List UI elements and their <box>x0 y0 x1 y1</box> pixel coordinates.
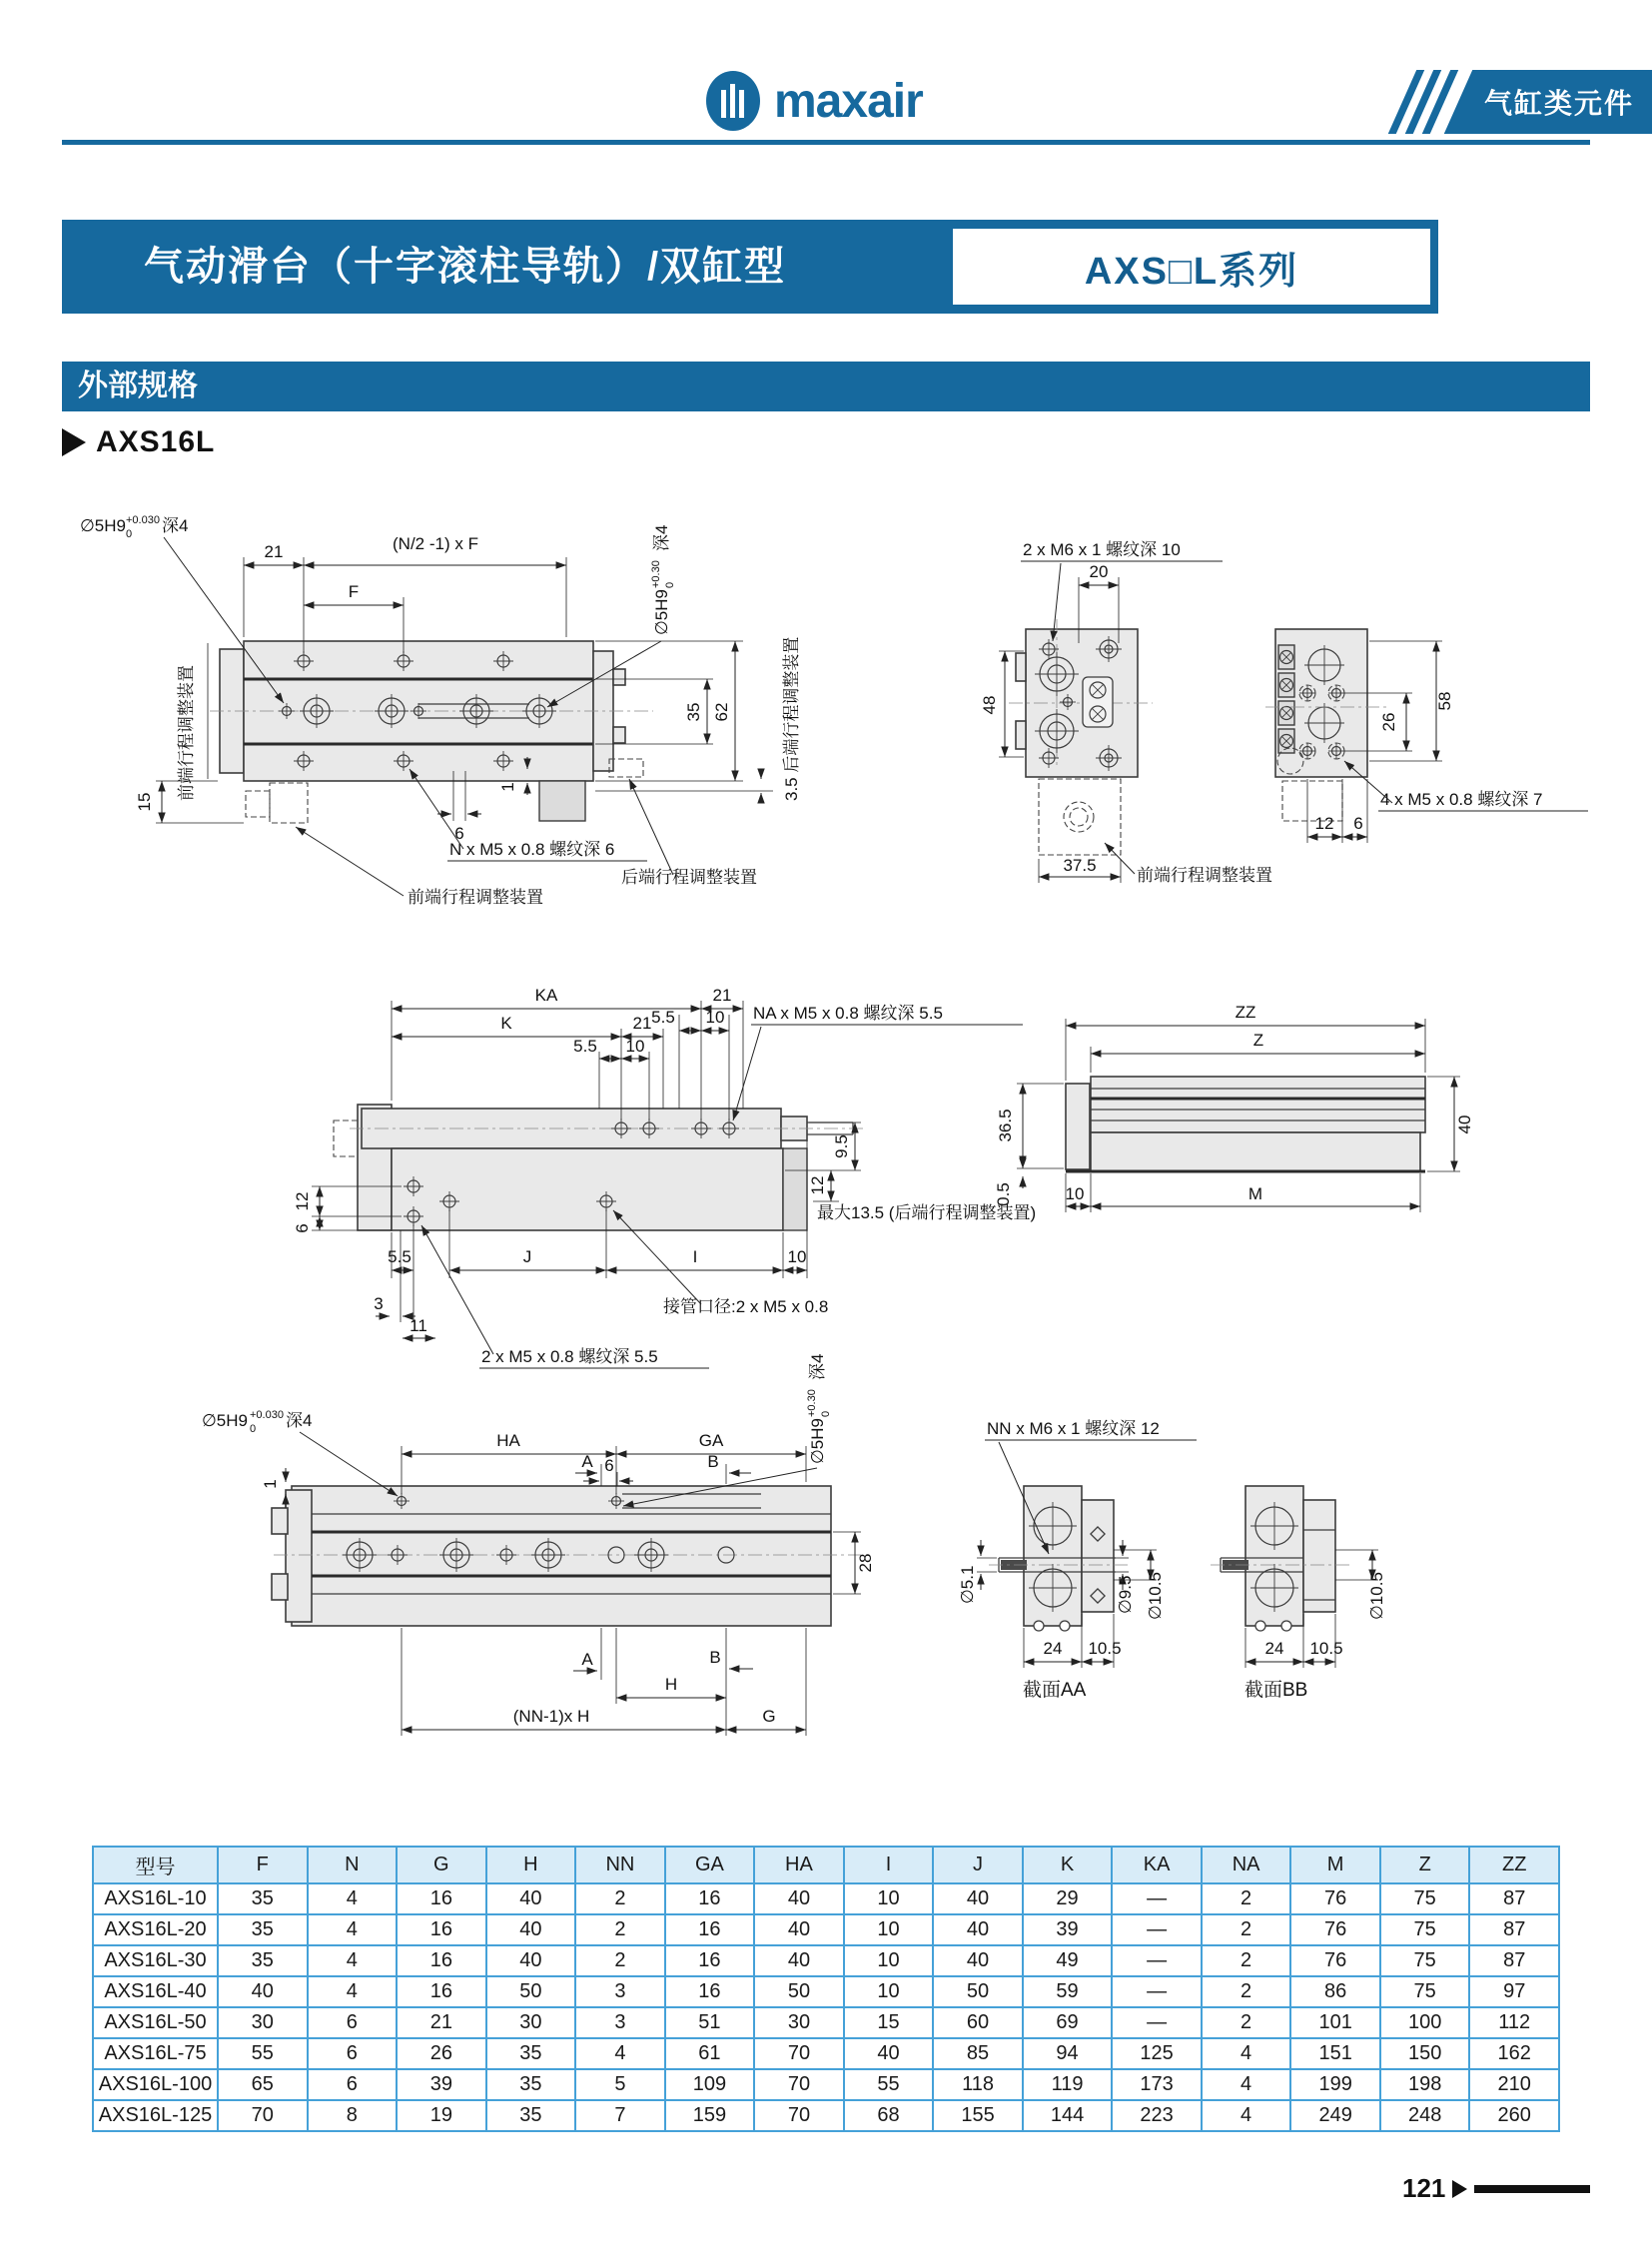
value-cell: 85 <box>933 2038 1023 2069</box>
value-cell: 40 <box>486 1945 576 1976</box>
value-cell: 5 <box>575 2069 665 2100</box>
column-header: I <box>844 1847 934 1883</box>
hole-spec-tol: 0 <box>664 581 676 588</box>
value-cell: 2 <box>1202 2007 1291 2038</box>
value-cell: 16 <box>397 1945 486 1976</box>
table-row <box>93 2038 1559 2069</box>
value-cell: 75 <box>1380 1914 1470 1945</box>
value-cell: 75 <box>1380 1883 1470 1914</box>
banner-body <box>1444 70 1652 134</box>
dim-label: J <box>522 1247 532 1266</box>
dim-label: 3 <box>374 1294 384 1313</box>
value-cell: 10 <box>844 1976 934 2007</box>
part-label: 后端行程调整装置 <box>621 868 757 887</box>
value-cell: 16 <box>397 1976 486 2007</box>
value-cell: 75 <box>1380 1945 1470 1976</box>
table-row <box>93 1914 1559 1945</box>
dim-label: 20 <box>1089 562 1109 581</box>
value-cell: 40 <box>754 1883 844 1914</box>
thread-spec: 4 x M5 x 0.8 螺纹深 7 <box>1380 790 1543 809</box>
value-cell: 2 <box>575 1883 665 1914</box>
model-cell: AXS16L-30 <box>93 1945 218 1976</box>
column-header: H <box>486 1847 576 1883</box>
value-cell: 35 <box>218 1945 308 1976</box>
model-cell: AXS16L-40 <box>93 1976 218 2007</box>
value-cell: 70 <box>754 2038 844 2069</box>
dim-label: 58 <box>1435 691 1454 711</box>
value-cell: 35 <box>218 1914 308 1945</box>
thread-spec: 2 x M5 x 0.8 螺纹深 5.5 <box>481 1347 658 1366</box>
value-cell: 4 <box>1202 2069 1291 2100</box>
table-row <box>93 1976 1559 2007</box>
dim-label: 10 <box>625 1037 645 1056</box>
dim-label: 28 <box>856 1553 875 1573</box>
value-cell: 61 <box>665 2038 755 2069</box>
value-cell: 7 <box>575 2100 665 2131</box>
dim-label: 1 <box>498 782 517 792</box>
dim-label: 36.5 <box>996 1109 1015 1142</box>
value-cell: 4 <box>1202 2100 1291 2131</box>
column-header: NA <box>1202 1847 1291 1883</box>
value-cell: 40 <box>933 1883 1023 1914</box>
value-cell: 4 <box>575 2038 665 2069</box>
value-cell: 30 <box>218 2007 308 2038</box>
model-cell: AXS16L-10 <box>93 1883 218 1914</box>
dim-label: A <box>581 1650 593 1669</box>
column-header: M <box>1290 1847 1380 1883</box>
hole-spec: ∅5H9 <box>202 1411 248 1430</box>
table-header-row <box>93 1847 1559 1883</box>
value-cell: 4 <box>308 1883 398 1914</box>
model-cell: AXS16L-125 <box>93 2100 218 2131</box>
value-cell: 40 <box>933 1945 1023 1976</box>
column-header: KA <box>1112 1847 1202 1883</box>
brand-logo <box>704 70 923 132</box>
dim-label: 48 <box>980 695 999 715</box>
hole-spec-tol: +0.30 <box>650 560 662 588</box>
thread-spec: NN x M6 x 1 螺纹深 12 <box>987 1419 1160 1438</box>
model-label: AXS16L <box>96 425 216 458</box>
value-cell: 125 <box>1112 2038 1202 2069</box>
value-cell: 6 <box>308 2038 398 2069</box>
model-cell: AXS16L-75 <box>93 2038 218 2069</box>
dim-label: HA <box>496 1431 520 1450</box>
value-cell: 4 <box>308 1976 398 2007</box>
dim-label: 62 <box>712 702 731 722</box>
thread-spec: 2 x M6 x 1 螺纹深 10 <box>1023 540 1181 559</box>
value-cell: 39 <box>1023 1914 1113 1945</box>
value-cell: 40 <box>754 1914 844 1945</box>
drawing-side-view <box>293 986 1036 1368</box>
value-cell: 40 <box>486 1914 576 1945</box>
column-header: ZZ <box>1469 1847 1559 1883</box>
value-cell: 6 <box>308 2069 398 2100</box>
value-cell: — <box>1112 1914 1202 1945</box>
value-cell: 248 <box>1380 2100 1470 2131</box>
technical-drawings <box>62 469 1590 1828</box>
hole-spec-tol: +0.030 <box>126 514 160 526</box>
value-cell: 10 <box>844 1945 934 1976</box>
thread-spec: NA x M5 x 0.8 螺纹深 5.5 <box>753 1004 943 1023</box>
value-cell: 151 <box>1290 2038 1380 2069</box>
dim-label: 6 <box>454 824 464 843</box>
value-cell: 2 <box>575 1945 665 1976</box>
section-label: 截面AA <box>1023 1680 1087 1701</box>
dim-label: 10 <box>705 1008 725 1027</box>
value-cell: 4 <box>1202 2038 1291 2069</box>
page-number: 121 <box>1402 2173 1446 2203</box>
value-cell: 16 <box>665 1945 755 1976</box>
value-cell: 4 <box>308 1945 398 1976</box>
dim-label: 40 <box>1455 1115 1474 1134</box>
dim-label: ∅5.1 <box>958 1565 977 1604</box>
value-cell: 260 <box>1469 2100 1559 2131</box>
value-cell: 68 <box>844 2100 934 2131</box>
dim-label: Z <box>1252 1031 1264 1050</box>
header-rule <box>62 140 1590 145</box>
dim-label: ZZ <box>1235 1003 1256 1022</box>
hole-spec-tol: +0.030 <box>250 1409 284 1421</box>
value-cell: 10 <box>844 1914 934 1945</box>
value-cell: 30 <box>754 2007 844 2038</box>
value-cell: 10 <box>844 1883 934 1914</box>
dim-label: GA <box>698 1431 724 1450</box>
value-cell: 2 <box>1202 1976 1291 2007</box>
column-header: K <box>1023 1847 1113 1883</box>
value-cell: 40 <box>933 1914 1023 1945</box>
dim-label: 21 <box>264 542 284 561</box>
value-cell: 15 <box>844 2007 934 2038</box>
title-bar <box>62 220 1438 314</box>
page-arrow-icon <box>1452 2180 1467 2198</box>
table-row <box>93 1883 1559 1914</box>
dim-label: I <box>692 1247 698 1266</box>
value-cell: 101 <box>1290 2007 1380 2038</box>
value-cell: 249 <box>1290 2100 1380 2131</box>
dim-label: F <box>348 582 360 601</box>
dim-label: B <box>707 1452 719 1471</box>
value-cell: 2 <box>1202 1883 1291 1914</box>
value-cell: 35 <box>218 1883 308 1914</box>
dim-label: M <box>1247 1184 1263 1203</box>
hole-spec: ∅5H9 <box>808 1418 827 1464</box>
value-cell: 50 <box>754 1976 844 2007</box>
dim-label: 10 <box>1065 1184 1085 1203</box>
dim-label: 15 <box>135 792 154 812</box>
value-cell: 119 <box>1023 2069 1113 2100</box>
value-cell: 100 <box>1380 2007 1470 2038</box>
value-cell: 109 <box>665 2069 755 2100</box>
dim-label: K <box>500 1014 512 1033</box>
value-cell: 35 <box>486 2038 576 2069</box>
value-cell: — <box>1112 1976 1202 2007</box>
dim-label: 24 <box>1264 1639 1284 1658</box>
dim-label: 37.5 <box>1063 856 1097 875</box>
value-cell: 21 <box>397 2007 486 2038</box>
port-spec: 接管口径:2 x M5 x 0.8 <box>663 1297 829 1316</box>
series-label: AXS□L系列 <box>1084 250 1299 293</box>
dim-label: 35 <box>684 702 703 722</box>
part-label: 3.5 后端行程调整装置 <box>782 636 801 801</box>
column-header: N <box>308 1847 398 1883</box>
value-cell: 75 <box>1380 1976 1470 2007</box>
value-cell: 3 <box>575 2007 665 2038</box>
value-cell: 16 <box>397 1883 486 1914</box>
column-header: HA <box>754 1847 844 1883</box>
dim-label: ∅9.5 <box>1116 1575 1135 1614</box>
value-cell: 76 <box>1290 1945 1380 1976</box>
value-cell: 2 <box>1202 1945 1291 1976</box>
value-cell: 16 <box>665 1976 755 2007</box>
dim-label: 12 <box>808 1175 827 1195</box>
footer-bar <box>1474 2185 1590 2193</box>
value-cell: 112 <box>1469 2007 1559 2038</box>
triangle-icon <box>62 428 86 456</box>
dim-label: 5.5 <box>651 1008 675 1027</box>
value-cell: 50 <box>486 1976 576 2007</box>
dim-label: 21 <box>632 1014 652 1033</box>
drawing-plan-view <box>80 514 801 907</box>
column-header: G <box>397 1847 486 1883</box>
dim-label: 1 <box>261 1479 280 1489</box>
dim-label: 6 <box>1353 814 1363 833</box>
hole-spec-tol: +0.30 <box>806 1389 818 1417</box>
dim-label: B <box>709 1648 721 1667</box>
section-heading: 外部规格 <box>62 362 1590 411</box>
value-cell: 35 <box>486 2069 576 2100</box>
model-cell: AXS16L-50 <box>93 2007 218 2038</box>
table-row <box>93 1945 1559 1976</box>
drawing-long-side-view <box>202 1354 875 1736</box>
value-cell: 210 <box>1469 2069 1559 2100</box>
table-row <box>93 2100 1559 2131</box>
value-cell: 55 <box>218 2038 308 2069</box>
thread-spec: N x M5 x 0.8 螺纹深 6 <box>449 840 615 859</box>
value-cell: 155 <box>933 2100 1023 2131</box>
value-cell: 70 <box>754 2069 844 2100</box>
value-cell: 118 <box>933 2069 1023 2100</box>
value-cell: 198 <box>1380 2069 1470 2100</box>
page-title: 气动滑台（十字滚柱导轨）/双缸型 <box>144 245 787 289</box>
value-cell: 173 <box>1112 2069 1202 2100</box>
dim-label: 21 <box>712 986 732 1005</box>
dim-label: 6 <box>293 1223 312 1233</box>
value-cell: 87 <box>1469 1883 1559 1914</box>
dim-label: A <box>581 1452 593 1471</box>
value-cell: 19 <box>397 2100 486 2131</box>
corner-banner <box>1402 70 1652 134</box>
dim-label: 10.5 <box>1309 1639 1343 1658</box>
spec-table <box>92 1846 1560 2132</box>
value-cell: 87 <box>1469 1945 1559 1976</box>
drawing-rail-profile <box>994 1003 1474 1212</box>
hole-spec: 深4 <box>808 1353 827 1380</box>
hole-spec: 深4 <box>286 1411 313 1430</box>
hole-spec-tol: 0 <box>126 528 133 540</box>
value-cell: 60 <box>933 2007 1023 2038</box>
value-cell: 29 <box>1023 1883 1113 1914</box>
value-cell: 76 <box>1290 1914 1380 1945</box>
dim-label: (N/2 -1) x F <box>393 534 478 553</box>
value-cell: 86 <box>1290 1976 1380 2007</box>
value-cell: — <box>1112 2007 1202 2038</box>
value-cell: 40 <box>218 1976 308 2007</box>
value-cell: 49 <box>1023 1945 1113 1976</box>
column-header: J <box>933 1847 1023 1883</box>
value-cell: 159 <box>665 2100 755 2131</box>
dim-label: 12 <box>1314 814 1334 833</box>
drawing-section-bb <box>1211 1486 1386 1701</box>
dim-label: 11 <box>410 1316 427 1335</box>
dim-label: 6 <box>604 1456 614 1475</box>
hole-spec: ∅5H9 <box>652 589 671 635</box>
dim-label: 0.5 <box>994 1182 1013 1206</box>
hole-spec: 深4 <box>652 524 671 551</box>
value-cell: 97 <box>1469 1976 1559 2007</box>
banner-label: 气缸类元件 <box>1484 88 1635 119</box>
value-cell: 199 <box>1290 2069 1380 2100</box>
dim-label: ∅10.5 <box>1146 1572 1165 1620</box>
dim-label: G <box>762 1707 776 1726</box>
column-header: 型号 <box>93 1847 218 1883</box>
value-cell: 87 <box>1469 1914 1559 1945</box>
hole-spec-tol: 0 <box>820 1410 832 1417</box>
value-cell: 76 <box>1290 1883 1380 1914</box>
value-cell: 40 <box>754 1945 844 1976</box>
section-label: 截面BB <box>1244 1680 1308 1701</box>
value-cell: 30 <box>486 2007 576 2038</box>
model-cell: AXS16L-20 <box>93 1914 218 1945</box>
dim-label: 9.5 <box>832 1134 851 1158</box>
dim-label: 12 <box>293 1191 312 1211</box>
value-cell: 40 <box>486 1883 576 1914</box>
value-cell: 51 <box>665 2007 755 2038</box>
hole-spec: ∅5H9 <box>80 516 126 535</box>
drawing-end-view-front <box>980 540 1272 885</box>
dim-label: 10 <box>787 1247 807 1266</box>
value-cell: 39 <box>397 2069 486 2100</box>
value-cell: 3 <box>575 1976 665 2007</box>
dim-label: H <box>664 1675 678 1694</box>
value-cell: 35 <box>486 2100 576 2131</box>
dim-label: 最大13.5 (后端行程调整装置) <box>817 1203 1037 1222</box>
value-cell: — <box>1112 1945 1202 1976</box>
value-cell: 65 <box>218 2069 308 2100</box>
hole-spec: 深4 <box>162 516 189 535</box>
brand-logo-text: maxair <box>774 74 923 128</box>
value-cell: 2 <box>575 1914 665 1945</box>
value-cell: 162 <box>1469 2038 1559 2069</box>
dim-label: 26 <box>1379 712 1398 732</box>
value-cell: 69 <box>1023 2007 1113 2038</box>
model-cell: AXS16L-100 <box>93 2069 218 2100</box>
model-heading <box>62 425 215 459</box>
value-cell: 55 <box>844 2069 934 2100</box>
hole-spec-tol: 0 <box>250 1423 257 1435</box>
value-cell: 40 <box>844 2038 934 2069</box>
column-header: F <box>218 1847 308 1883</box>
dim-label: (NN-1)x H <box>512 1707 590 1726</box>
value-cell: 150 <box>1380 2038 1470 2069</box>
value-cell: 6 <box>308 2007 398 2038</box>
dim-label: 24 <box>1043 1639 1063 1658</box>
dim-label: ∅10.5 <box>1367 1572 1386 1620</box>
value-cell: — <box>1112 1883 1202 1914</box>
value-cell: 70 <box>754 2100 844 2131</box>
value-cell: 59 <box>1023 1976 1113 2007</box>
value-cell: 4 <box>308 1914 398 1945</box>
table-row <box>93 2007 1559 2038</box>
part-label: 前端行程调整装置 <box>177 665 196 801</box>
dim-label: 5.5 <box>388 1247 412 1266</box>
value-cell: 26 <box>397 2038 486 2069</box>
value-cell: 50 <box>933 1976 1023 2007</box>
part-label: 前端行程调整装置 <box>1137 866 1272 885</box>
value-cell: 144 <box>1023 2100 1113 2131</box>
value-cell: 16 <box>397 1914 486 1945</box>
page-footer <box>1402 2173 1590 2204</box>
value-cell: 223 <box>1112 2100 1202 2131</box>
dim-label: 10.5 <box>1088 1639 1122 1658</box>
value-cell: 2 <box>1202 1914 1291 1945</box>
drawing-end-view-rear <box>1265 629 1588 843</box>
dim-label: KA <box>534 986 558 1005</box>
column-header: Z <box>1380 1847 1470 1883</box>
column-header: NN <box>575 1847 665 1883</box>
value-cell: 70 <box>218 2100 308 2131</box>
value-cell: 94 <box>1023 2038 1113 2069</box>
value-cell: 16 <box>665 1914 755 1945</box>
drawing-section-aa <box>958 1419 1197 1701</box>
part-label: 前端行程调整装置 <box>408 888 543 907</box>
dim-label: 5.5 <box>573 1037 597 1056</box>
value-cell: 16 <box>665 1883 755 1914</box>
value-cell: 8 <box>308 2100 398 2131</box>
table-row <box>93 2069 1559 2100</box>
brand-logo-icon <box>704 70 762 132</box>
column-header: GA <box>665 1847 755 1883</box>
series-box <box>953 229 1430 305</box>
